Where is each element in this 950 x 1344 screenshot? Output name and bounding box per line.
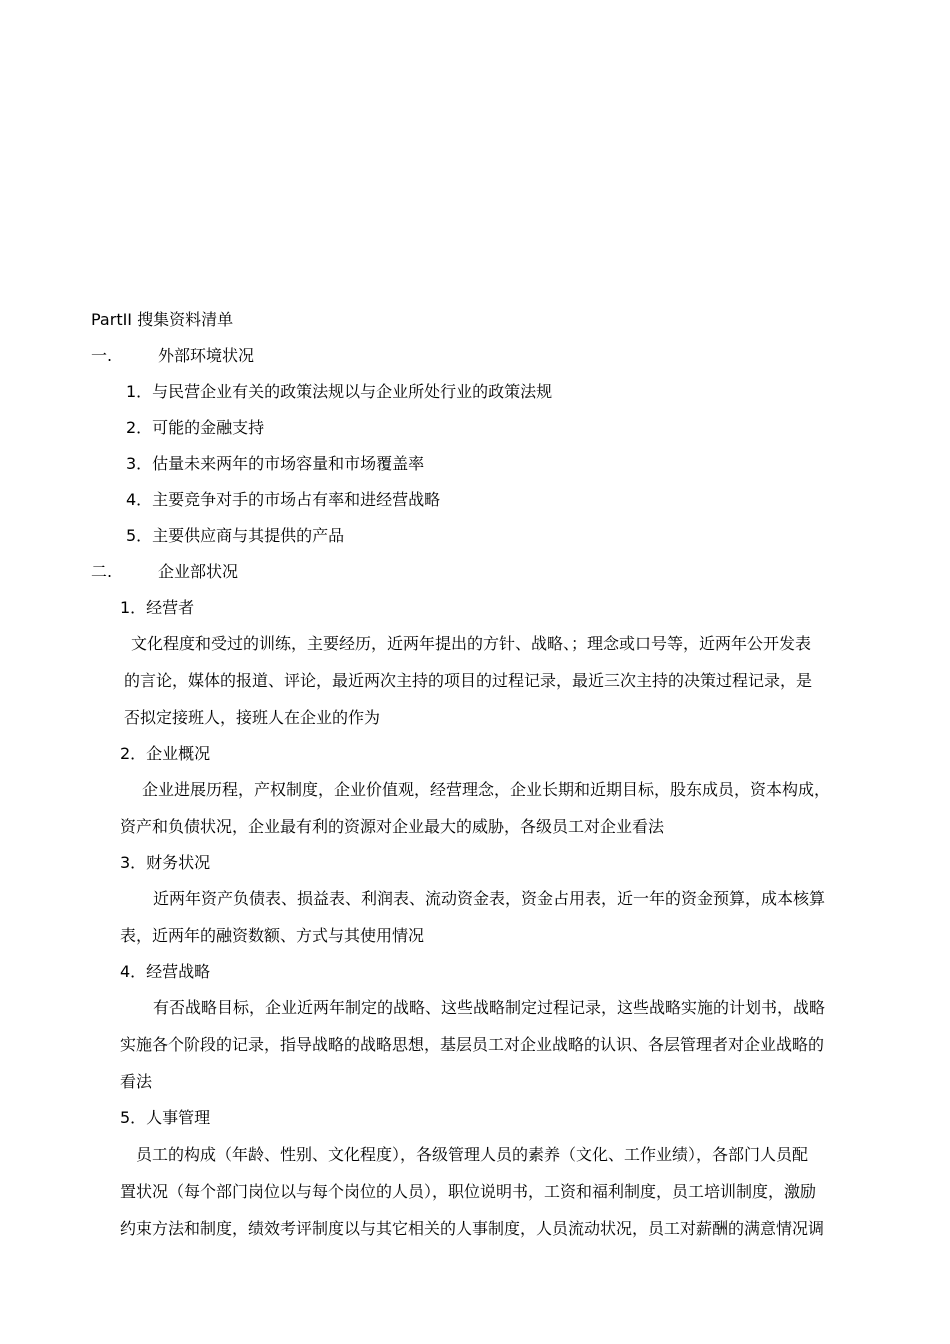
document-title: PartII 搜集资料清单 xyxy=(91,310,234,329)
subsection-heading: 2．企业概况 xyxy=(120,744,211,763)
paragraph-line: 企业进展历程，产权制度，企业价值观，经营理念，企业长期和近期目标，股东成员，资本构成， xyxy=(142,780,831,799)
paragraph-line: 约束方法和制度，绩效考评制度以与其它相关的人事制度，人员流动状况，员工对薪酬的满意情况调 xyxy=(120,1219,825,1238)
paragraph-line: 有否战略目标，企业近两年制定的战略、这些战略制定过程记录，这些战略实施的计划书，战略 xyxy=(153,998,826,1017)
paragraph-line: 近两年资产负债表、损益表、利润表、流动资金表，资金占用表，近一年的资金预算，成本核算 xyxy=(153,889,826,908)
section-heading xyxy=(91,346,254,366)
list-item: 1．与民营企业有关的政策法规以与企业所处行业的政策法规 xyxy=(126,382,553,401)
subsection-heading: 4．经营战略 xyxy=(120,962,211,981)
paragraph-line: 看法 xyxy=(120,1072,153,1091)
subsection-heading: 3．财务状况 xyxy=(120,853,211,872)
list-item: 3．估量未来两年的市场容量和市场覆盖率 xyxy=(126,454,425,473)
paragraph-line: 资产和负债状况，企业最有利的资源对企业最大的威胁，各级员工对企业看法 xyxy=(120,817,665,836)
paragraph-line: 文化程度和受过的训练，主要经历，近两年提出的方针、战略、；理念或口号等，近两年公开发表 xyxy=(131,634,812,653)
section-number: 二. xyxy=(91,562,113,581)
paragraph-line: 实施各个阶段的记录，指导战略的战略思想，基层员工对企业战略的认识、各层管理者对企业战略的 xyxy=(120,1035,825,1054)
paragraph-line: 否拟定接班人，接班人在企业的作为 xyxy=(124,708,381,727)
section-title: 外部环境状况 xyxy=(158,346,255,365)
paragraph-line: 员工的构成（年龄、性别、文化程度），各级管理人员的素养（文化、工作业绩），各部门人员配 xyxy=(136,1145,809,1164)
list-item: 5．主要供应商与其提供的产品 xyxy=(126,526,345,545)
list-item: 2．可能的金融支持 xyxy=(126,418,265,437)
subsection-heading: 1．经营者 xyxy=(120,598,195,617)
list-item: 4．主要竞争对手的市场占有率和进经营战略 xyxy=(126,490,441,509)
subsection-heading: 5．人事管理 xyxy=(120,1108,211,1127)
section-title: 企业部状况 xyxy=(158,562,239,581)
paragraph-line: 置状况（每个部门岗位以与每个岗位的人员），职位说明书，工资和福利制度，员工培训制度，激励 xyxy=(120,1182,817,1201)
paragraph-line: 的言论，媒体的报道、评论，最近两次主持的项目的过程记录，最近三次主持的决策过程记录，是 xyxy=(124,671,813,690)
section-heading xyxy=(91,562,238,582)
section-number: 一. xyxy=(91,346,113,365)
paragraph-line: 表，近两年的融资数额、方式与其使用情况 xyxy=(120,926,425,945)
